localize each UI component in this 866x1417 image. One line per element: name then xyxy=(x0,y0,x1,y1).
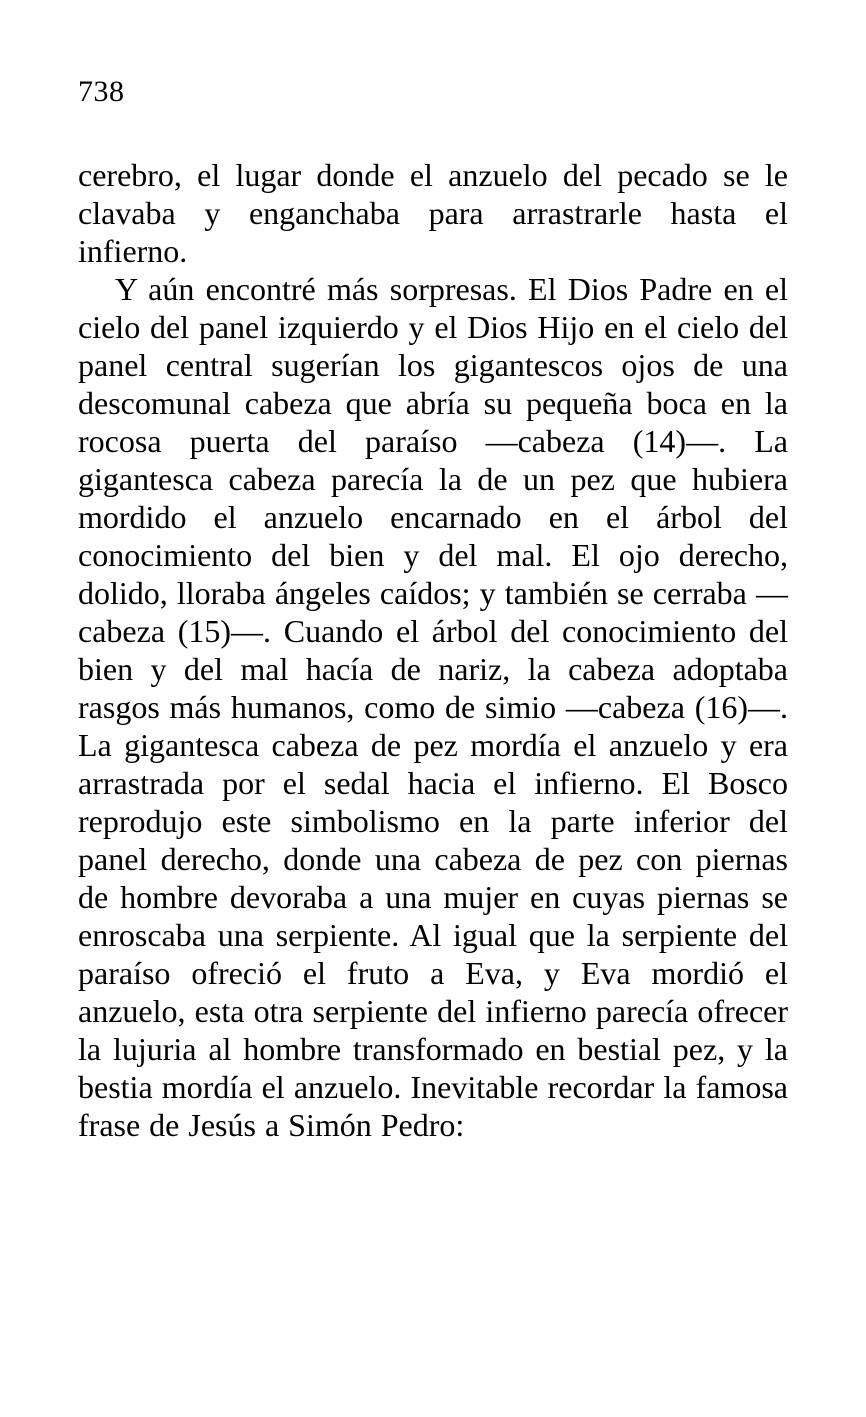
paragraph-body: Y aún encontré más sorpresas. El Dios Padre en el cielo del panel izquierdo y el Dios Hijo en el cielo del panel central sugerían los gigantescos ojos de una descomunal cabeza que abría su pequeña boca en la rocosa puerta del paraíso —cabeza (14)—. La gigantesca cabeza parecía la de un pez que hubiera mordido el anzuelo encarnado en el árbol del conocimiento del bien y del mal. El ojo derecho, dolido, lloraba ángeles caídos; y también se cerraba —cabeza (15)—. Cuando el árbol del conocimiento del bien y del mal hacía de nariz, la cabeza adoptaba rasgos más humanos, como de simio —cabeza (16)—. La gigantesca cabeza de pez mordía el anzuelo y era arrastrada por el sedal hacia el infierno. El Bosco reprodujo este simbolismo en la parte inferior del panel derecho, donde una cabeza de pez con piernas de hombre devoraba a una mujer en cuyas piernas se enroscaba una serpiente. Al igual que la serpiente del paraíso ofreció el fruto a Eva, y Eva mordió el anzuelo, esta otra serpiente del infierno parecía ofrecer la lujuria al hombre transformado en bestial pez, y la bestia mordía el anzuelo. Inevitable recordar la famosa frase de Jesús a Simón Pedro: xyxy=(78,271,788,1143)
paragraph-continuation: cerebro, el lugar donde el anzuelo del pecado se le clavaba y enganchaba para arrastrarle hasta el infierno. xyxy=(78,157,788,269)
page-content xyxy=(78,156,788,1144)
page-number: 738 xyxy=(78,75,125,108)
